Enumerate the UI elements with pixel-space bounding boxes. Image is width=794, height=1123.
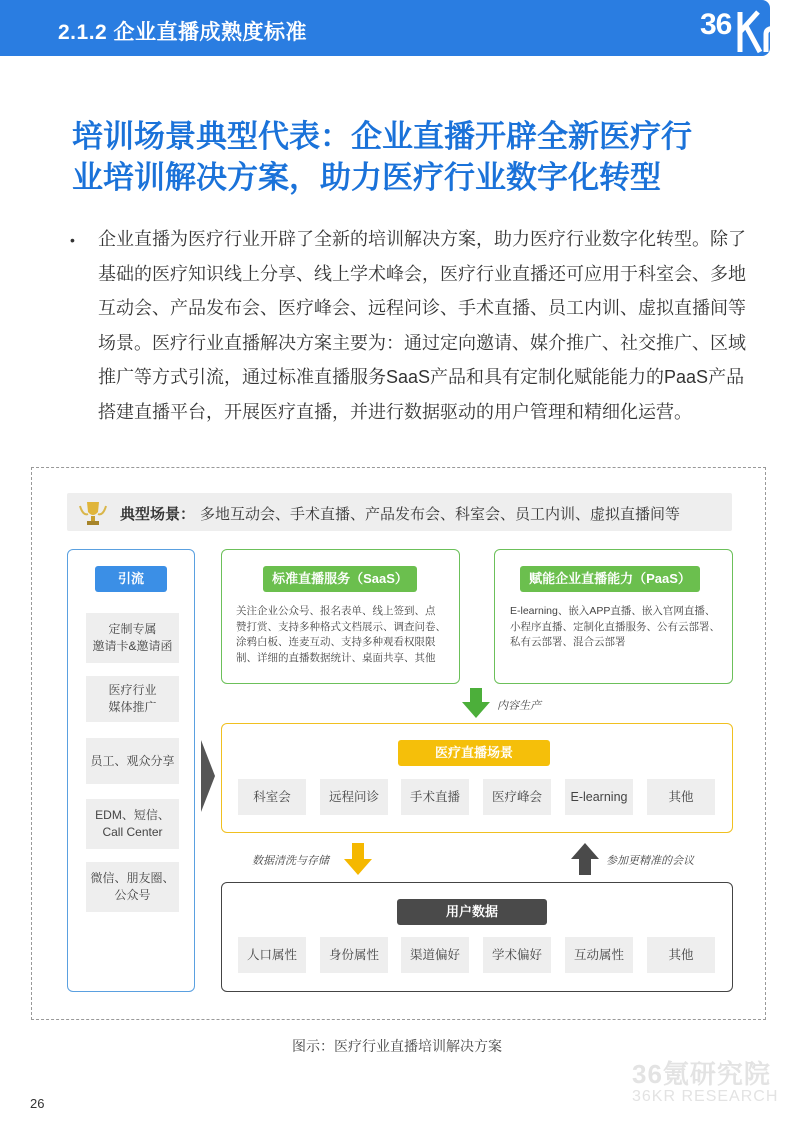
36kr-logo: [700, 2, 794, 54]
arrow-down-yellow-icon: [344, 843, 372, 875]
traffic-item-invitation: 定制专属 邀请卡&邀请函: [86, 613, 179, 663]
user-data-cell: 学术偏好: [483, 937, 551, 973]
user-data-cell: 身份属性: [320, 937, 388, 973]
saas-feature-line: 涂鸦白板、连麦互动、支持多种观看权限限: [236, 636, 436, 648]
user-data-cell: 其他: [647, 937, 715, 973]
traffic-title: 引流: [95, 566, 167, 592]
paas-feature-line: E-learning、嵌入APP直播、嵌入官网直播、: [510, 605, 716, 617]
svg-text:36: 36: [700, 8, 732, 41]
watermark-en: 36KR RESEARCH: [632, 1088, 779, 1105]
section-title: 2.1.2 企业直播成熟度标准: [58, 21, 308, 44]
traffic-item-share: 员工、观众分享: [86, 738, 179, 784]
scene-cell: 远程问诊: [320, 779, 388, 815]
watermark-cn: 36氪研究院: [632, 1059, 771, 1089]
saas-feature-line: 关注企业公众号、报名表单、线上签到、点: [236, 605, 436, 617]
more-precise-label: 参加更精准的会议: [606, 855, 694, 867]
scene-cell: 其他: [647, 779, 715, 815]
body-paragraph: 企业直播为医疗行业开辟了全新的培训解决方案，助力医疗行业数字化转型。除了基础的医疗知识线上分享、线上学术峰会，医疗行业直播还可应用于科室会、多地互动会、产品发布会、医疗峰会、远程问诊、手术直播、员工内训、虚拟直播间等场景。医疗行业直播解决方案主要为：通过定向邀请、媒介推广、社交推广、区域推广等方式引流，通过标准直播服务SaaS产品和具有定制化赋能能力的PaaS产品搭建直播平台，开展医疗直播，并进行数据驱动的用户管理和精细化运营。: [98, 229, 746, 422]
user-data-cell: 人口属性: [238, 937, 306, 973]
saas-feature-line: 赞打赏、支持多种格式文档展示、调查问卷、: [236, 620, 446, 633]
paas-feature-line: 小程序直播、定制化直播服务、公有云部署、: [510, 620, 720, 633]
content-production-label: 内容生产: [497, 700, 541, 712]
saas-feature-line: 制、详细的直播数据统计、桌面共享、其他: [236, 651, 436, 664]
page-number: 26: [30, 1096, 45, 1111]
arrow-up-dark-icon: [571, 843, 599, 875]
saas-title: 标准直播服务（SaaS）: [263, 566, 417, 592]
traffic-item-edm: EDM、短信、 Call Center: [86, 799, 179, 849]
saas-features: [236, 604, 456, 666]
figure-caption: 图示：医疗行业直播培训解决方案: [292, 1038, 502, 1054]
user-data-cell: 渠道偏好: [401, 937, 469, 973]
trophy-icon: [78, 498, 108, 528]
paas-feature-line: 私有云部署、混合云部署: [510, 636, 626, 648]
typical-scenes-label: 典型场景：: [120, 506, 196, 523]
arrow-down-green-icon: [462, 688, 490, 718]
typical-scenes-text: 多地互动会、手术直播、产品发布会、科室会、员工内训、虚拟直播间等: [200, 506, 681, 523]
bullet: •: [70, 232, 75, 248]
user-data-title: 用户数据: [397, 899, 547, 925]
title-line-1: 培训场景典型代表：企业直播开辟全新医疗行: [72, 119, 692, 154]
paas-features: [510, 604, 730, 651]
scene-cell: 手术直播: [401, 779, 469, 815]
title-line-2: 业培训解决方案，助力医疗行业数字化转型: [72, 160, 661, 195]
traffic-item-media: 医疗行业 媒体推广: [86, 676, 179, 722]
medical-scenes-title: 医疗直播场景: [398, 740, 550, 766]
scene-cell: E-learning: [565, 779, 633, 815]
user-data-cell: 互动属性: [565, 937, 633, 973]
scene-cell: 科室会: [238, 779, 306, 815]
traffic-item-wechat: 微信、朋友圈、 公众号: [86, 862, 179, 912]
scene-cell: 医疗峰会: [483, 779, 551, 815]
chevron-right-icon: [201, 740, 215, 812]
main-title: [72, 116, 732, 198]
paas-title: 赋能企业直播能力（PaaS）: [520, 566, 700, 592]
data-cleaning-label: 数据清洗与存储: [252, 855, 329, 867]
